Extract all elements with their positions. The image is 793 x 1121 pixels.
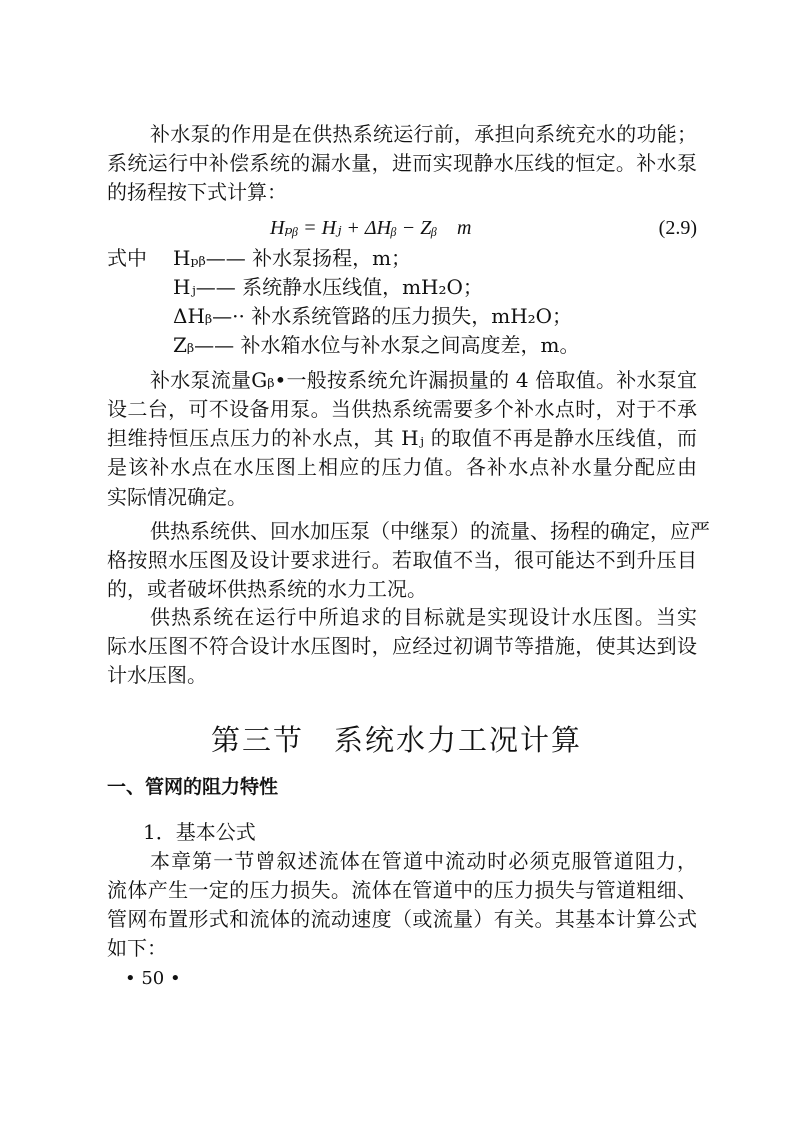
paragraph-2-line-5: 实际情况确定。 <box>107 485 247 509</box>
section-title <box>0 722 793 758</box>
paragraph-1-line-3: 的扬程按下式计算： <box>107 180 287 204</box>
item-heading: 1．基本公式 <box>143 820 256 844</box>
definitions-label: 式中 <box>107 246 147 270</box>
formula-number: (2.9) <box>658 217 697 239</box>
paragraph-2-line-2: 设二台，可不设备用泵。当供热系统需要多个补水点时，对于不承 <box>107 397 697 421</box>
section-name: 系统水力工况计算 <box>334 723 583 757</box>
paragraph-1-line-2: 系统运行中补偿系统的漏水量，进而实现静水压线的恒定。补水泵 <box>107 151 697 175</box>
paragraph-3-line-3: 的，或者破坏供热系统的水力工况。 <box>107 577 427 601</box>
paragraph-5-line-1: 本章第一节曾叙述流体在管道中流动时必须克服管道阻力， <box>150 849 697 873</box>
paragraph-5-line-2: 流体产生一定的压力损失。流体在管道中的压力损失与管道粗细、 <box>107 878 697 902</box>
definition-item: Hⱼ—— 系统静水压线值，mH₂O； <box>173 275 483 299</box>
definition-item: Hₚᵦ—— 补水泵扬程，m； <box>173 246 412 270</box>
paragraph-2-line-1: 补水泵流量Gᵦ•一般按系统允许漏损量的 4 倍取值。补水泵宜 <box>150 368 697 392</box>
paragraph-5-line-3: 管网布置形式和流体的流动速度（或流量）有关。其基本计算公式 <box>107 907 697 931</box>
paragraph-2-line-4: 是该补水点在水压图上相应的压力值。各补水点补水量分配应由 <box>107 455 697 479</box>
paragraph-4-line-3: 计水压图。 <box>107 663 207 687</box>
definition-item: ΔHᵦ—·· 补水系统管路的压力损失，mH₂O； <box>173 304 573 328</box>
paragraph-3-line-1: 供热系统供、回水加压泵（中继泵）的流量、扬程的确定，应严 <box>150 519 710 543</box>
paragraph-5-line-4: 如下： <box>107 936 167 960</box>
subheading: 一、管网的阻力特性 <box>107 776 279 798</box>
paragraph-1-line-1: 补水泵的作用是在供热系统运行前，承担向系统充水的功能； <box>150 122 697 146</box>
paragraph-4-line-1: 供热系统在运行中所追求的目标就是实现设计水压图。当实 <box>150 605 697 629</box>
paragraph-4-line-2: 际水压图不符合设计水压图时，应经过初调节等措施，使其达到设 <box>107 634 697 658</box>
definition-item: Zᵦ—— 补水箱水位与补水泵之间高度差，m。 <box>173 333 580 357</box>
paragraph-3-line-2: 格按照水压图及设计要求进行。若取值不当，很可能达不到升压目 <box>107 548 697 572</box>
formula-equation: Hₚᵦ = Hⱼ + ΔHᵦ − Zᵦ m <box>270 217 472 239</box>
section-number: 第三节 <box>210 723 304 757</box>
page-number: • 50 • <box>125 968 181 989</box>
paragraph-2-line-3: 担维持恒压点压力的补水点，其 Hⱼ 的取值不再是静水压线值，而 <box>107 426 697 450</box>
